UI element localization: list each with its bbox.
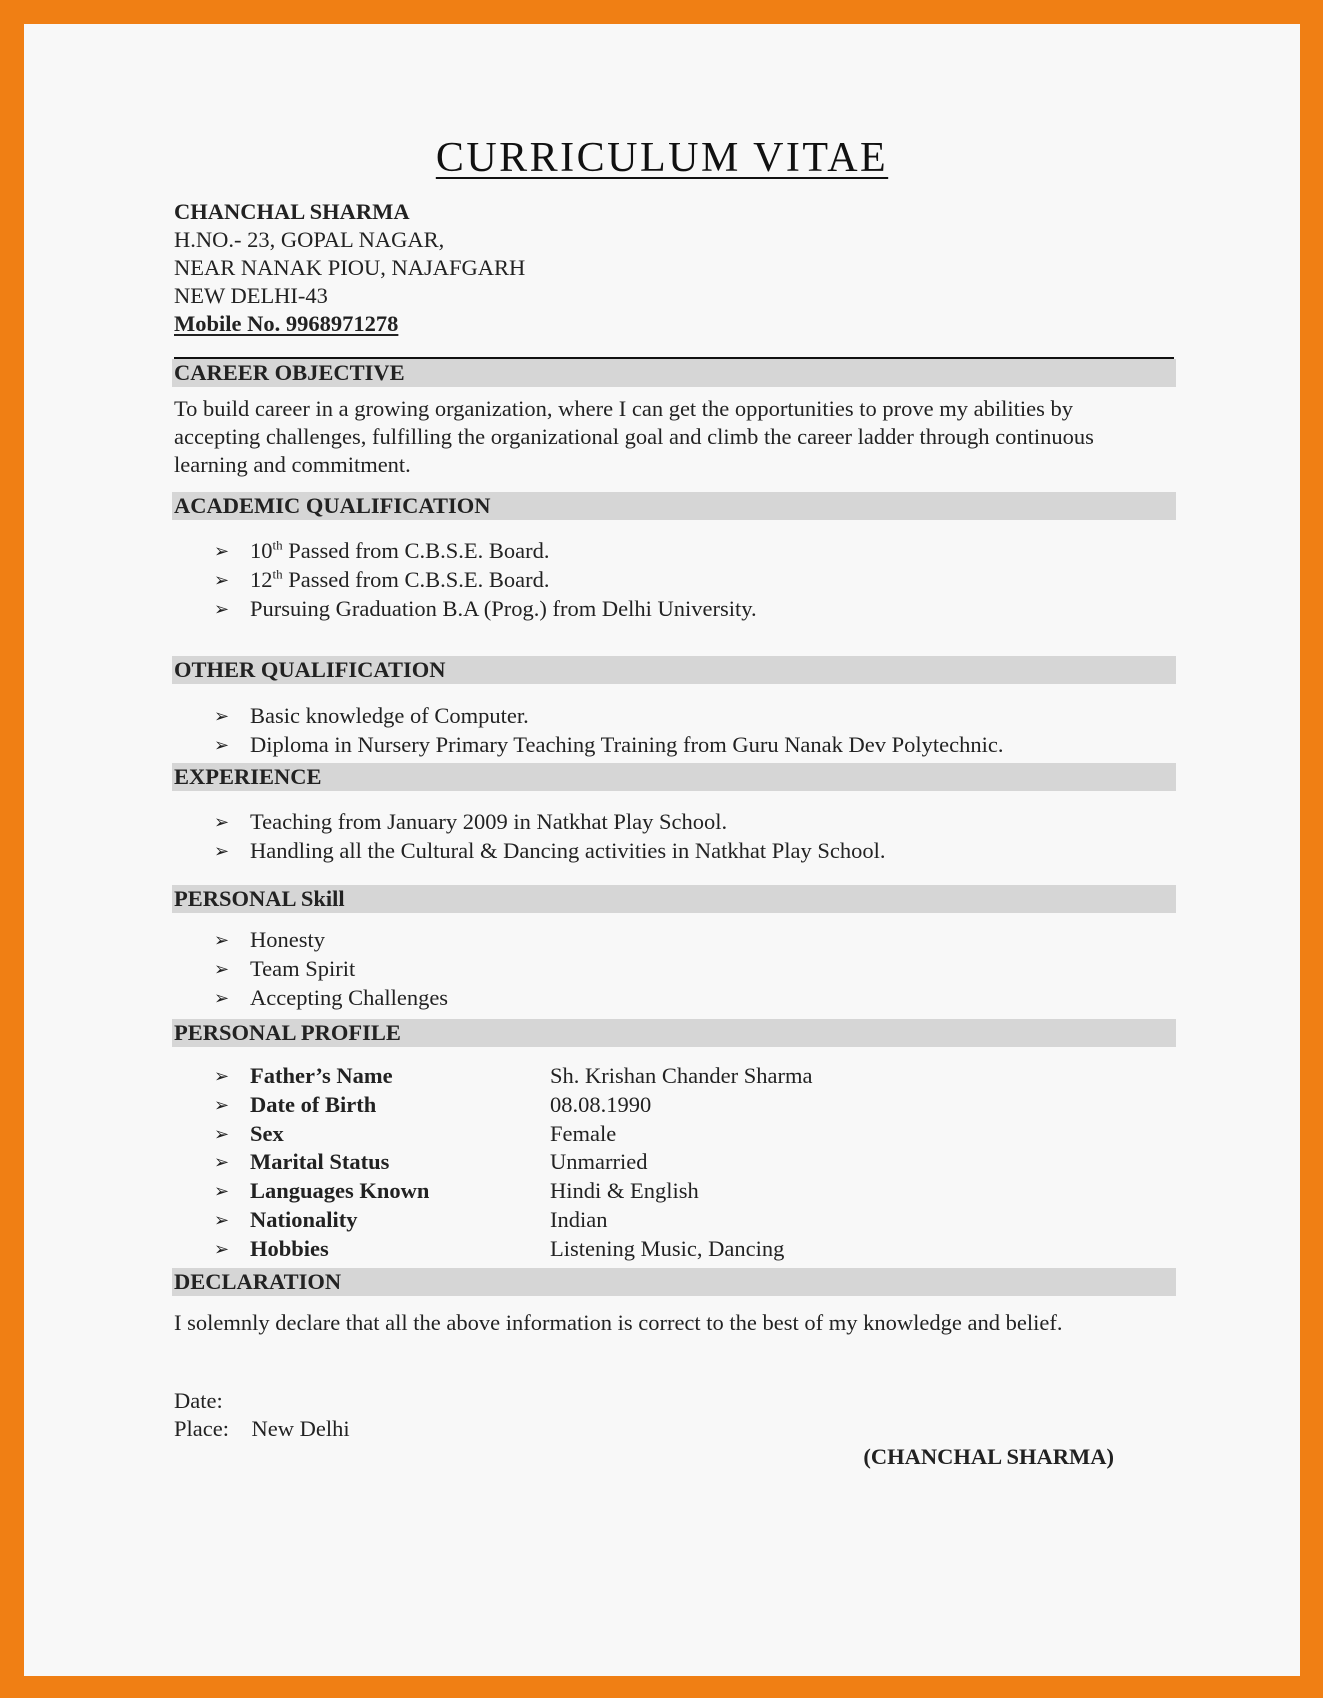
profile-label: Hobbies — [250, 1235, 329, 1261]
section-personal-skill: PERSONAL Skill — [172, 885, 1176, 913]
declaration-text: I solemnly declare that all the above information is correct to the best of my knowledge and belief. — [174, 1310, 1063, 1335]
arrow-bullet-icon: ➢ — [214, 930, 230, 950]
profile-row — [214, 1177, 812, 1206]
career-objective-text: To build career in a growing organization, where I can get the opportunities to prove my abilities by accepting challenges, fulfilling the organizational goal and climb the career ladder through continuous learning and commitment. — [174, 396, 1094, 477]
arrow-bullet-icon: ➢ — [214, 569, 230, 590]
profile-label: Nationality — [250, 1206, 358, 1232]
profile-value: Listening Music, Dancing — [550, 1235, 785, 1261]
profile-row — [214, 1062, 812, 1091]
arrow-bullet-icon: ➢ — [214, 1094, 230, 1115]
address-line-2: NEAR NANAK PIOU, NAJAFGARH — [174, 255, 526, 280]
arrow-bullet-icon: ➢ — [214, 1238, 230, 1259]
list-item: ➢ Honesty — [214, 926, 448, 955]
profile-value: Female — [550, 1120, 617, 1146]
profile-label: Date of Birth — [250, 1091, 377, 1117]
profile-label: Father’s Name — [250, 1063, 393, 1088]
profile-value: Indian — [550, 1206, 608, 1232]
profile-label: Sex — [250, 1120, 284, 1146]
arrow-bullet-icon: ➢ — [214, 840, 230, 861]
candidate-name: CHANCHAL SHARMA — [174, 199, 410, 224]
profile-value: Unmarried — [550, 1149, 648, 1175]
profile-row — [214, 1091, 812, 1120]
skills-list — [214, 926, 448, 1012]
section-other-qualification: OTHER QUALIFICATION — [172, 656, 1176, 684]
list-item: ➢ 10th Passed from C.B.S.E. Board. — [214, 537, 757, 566]
arrow-bullet-icon: ➢ — [214, 958, 230, 979]
profile-label: Languages Known — [250, 1178, 430, 1204]
profile-row — [214, 1235, 812, 1264]
arrow-bullet-icon: ➢ — [214, 1123, 230, 1144]
list-item: ➢ Diploma in Nursery Primary Teaching Training from Guru Nanak Dev Polytechnic. — [214, 731, 1004, 760]
title-container — [24, 134, 1300, 182]
section-personal-profile: PERSONAL PROFILE — [172, 1019, 1176, 1047]
profile-value: Sh. Krishan Chander Sharma — [550, 1063, 813, 1088]
address-line-1: H.NO.- 23, GOPAL NAGAR, — [174, 227, 445, 252]
section-declaration: DECLARATION — [172, 1268, 1176, 1296]
other-qualification-list — [214, 702, 1004, 760]
resume-page — [24, 24, 1300, 1676]
list-item: ➢ Pursuing Graduation B.A (Prog.) from Delhi University. — [214, 595, 757, 624]
place-value: New Delhi — [251, 1416, 350, 1441]
arrow-bullet-icon: ➢ — [214, 541, 230, 561]
address-line-3: NEW DELHI-43 — [174, 283, 328, 308]
list-item: ➢ Basic knowledge of Computer. — [214, 702, 1004, 731]
profile-row — [214, 1206, 812, 1235]
date-label: Date: — [174, 1388, 223, 1413]
arrow-bullet-icon: ➢ — [214, 1066, 230, 1086]
arrow-bullet-icon: ➢ — [214, 812, 230, 832]
arrow-bullet-icon: ➢ — [214, 734, 230, 755]
section-experience: EXPERIENCE — [172, 763, 1176, 791]
place-row — [174, 1415, 350, 1443]
list-item: ➢ Teaching from January 2009 in Natkhat Play School. — [214, 808, 886, 837]
list-item: ➢ Handling all the Cultural & Dancing activities in Natkhat Play School. — [214, 837, 886, 866]
arrow-bullet-icon: ➢ — [214, 1209, 230, 1230]
section-career-objective: CAREER OBJECTIVE — [172, 359, 1176, 387]
profile-row — [214, 1148, 812, 1177]
profile-value: 08.08.1990 — [550, 1091, 652, 1117]
profile-row — [214, 1120, 812, 1149]
section-academic: ACADEMIC QUALIFICATION — [172, 492, 1176, 520]
arrow-bullet-icon: ➢ — [214, 1152, 230, 1173]
arrow-bullet-icon: ➢ — [214, 706, 230, 726]
arrow-bullet-icon: ➢ — [214, 598, 230, 619]
profile-value: Hindi & English — [550, 1178, 699, 1204]
academic-list — [214, 537, 757, 623]
place-label: Place: — [174, 1416, 229, 1441]
profile-label: Marital Status — [250, 1149, 390, 1175]
arrow-bullet-icon: ➢ — [214, 987, 230, 1008]
list-item: ➢ Accepting Challenges — [214, 984, 448, 1013]
mobile-number: Mobile No. 9968971278 — [174, 311, 399, 336]
experience-list — [214, 808, 886, 866]
list-item: ➢ 12th Passed from C.B.S.E. Board. — [214, 566, 757, 595]
arrow-bullet-icon: ➢ — [214, 1181, 230, 1202]
list-item: ➢ Team Spirit — [214, 955, 448, 984]
signature-name: (CHANCHAL SHARMA) — [863, 1444, 1114, 1469]
document-title: CURRICULUM VITAE — [435, 135, 889, 181]
profile-list — [214, 1062, 812, 1264]
